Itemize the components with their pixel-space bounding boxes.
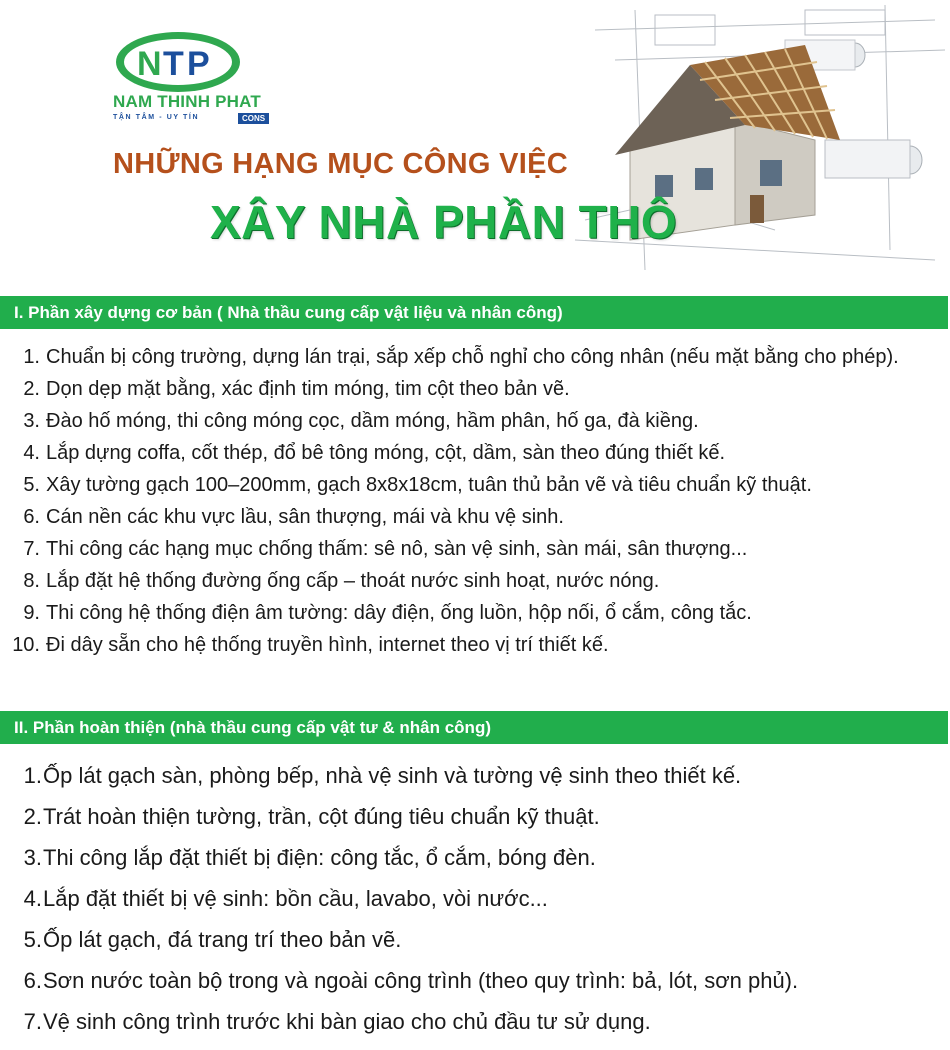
item-number: 7. xyxy=(23,538,40,560)
item-number: 2. xyxy=(23,804,42,829)
item-number: 5. xyxy=(23,927,42,952)
item-number: 3. xyxy=(23,845,42,870)
item-text: Thi công hệ thống điện âm tường: dây điện, ống luồn, hộp nối, ổ cắm, công tắc. xyxy=(46,602,752,624)
item-text: Sơn nước toàn bộ trong và ngoài công trình (theo quy trình: bả, lót, sơn phủ). xyxy=(43,968,799,993)
item-number: 4. xyxy=(23,886,42,911)
item-number: 1. xyxy=(23,346,40,368)
brand-tagline: TẬN TÂM - UY TÍN xyxy=(113,114,200,121)
list-item xyxy=(0,755,940,796)
section-heading-finishing: II. Phần hoàn thiện (nhà thầu cung cấp vật tư & nhân công) xyxy=(0,711,948,744)
item-text: Đi dây sẵn cho hệ thống truyền hình, internet theo vị trí thiết kế. xyxy=(46,634,609,656)
list-item xyxy=(0,565,940,597)
item-text: Thi công các hạng mục chống thấm: sê nô, sàn vệ sinh, sàn mái, sân thượng... xyxy=(46,538,748,560)
list-item xyxy=(0,796,940,837)
svg-text:P: P xyxy=(187,45,210,83)
item-text: Trát hoàn thiện tường, trần, cột đúng tiêu chuẩn kỹ thuật. xyxy=(43,804,600,829)
list-item xyxy=(0,629,940,661)
list-item xyxy=(0,533,940,565)
item-text: Lắp đặt hệ thống đường ống cấp – thoát nước sinh hoạt, nước nóng. xyxy=(46,570,660,592)
list-item xyxy=(0,341,940,373)
list-item xyxy=(0,501,940,533)
item-text: Dọn dẹp mặt bằng, xác định tim móng, tim cột theo bản vẽ. xyxy=(46,378,570,400)
list-item xyxy=(0,878,940,919)
item-text: Ốp lát gạch sàn, phòng bếp, nhà vệ sinh và tường vệ sinh theo thiết kế. xyxy=(43,763,742,788)
basic-construction-list xyxy=(0,341,940,661)
item-number: 6. xyxy=(23,506,40,528)
finishing-list xyxy=(0,755,940,1042)
item-text: Lắp dựng coffa, cốt thép, đổ bê tông móng, cột, dầm, sàn theo đúng thiết kế. xyxy=(46,442,726,464)
item-number: 7. xyxy=(23,1009,42,1034)
list-item xyxy=(0,1001,940,1042)
item-text: Lắp đặt thiết bị vệ sinh: bồn cầu, lavabo, vòi nước... xyxy=(43,886,548,911)
list-item xyxy=(0,437,940,469)
item-number: 4. xyxy=(23,442,40,464)
item-number: 1. xyxy=(23,763,42,788)
page-title-line1: NHỮNG HẠNG MỤC CÔNG VIỆC xyxy=(113,148,568,180)
list-item xyxy=(0,919,940,960)
item-text: Vệ sinh công trình trước khi bàn giao cho chủ đầu tư sử dụng. xyxy=(43,1009,651,1034)
item-text: Ốp lát gạch, đá trang trí theo bản vẽ. xyxy=(43,927,402,952)
item-text: Thi công lắp đặt thiết bị điện: công tắc, ổ cắm, bóng đèn. xyxy=(43,845,596,870)
item-number: 6. xyxy=(23,968,42,993)
item-number: 2. xyxy=(23,378,40,400)
section-heading-basic-construction: I. Phần xây dựng cơ bản ( Nhà thầu cung cấp vật liệu và nhân công) xyxy=(0,296,948,329)
list-item xyxy=(0,837,940,878)
brand-name: NAM THINH PHAT xyxy=(113,92,261,111)
item-text: Chuẩn bị công trường, dựng lán trại, sắp xếp chỗ nghỉ cho công nhân (nếu mặt bằng cho phép). xyxy=(46,346,899,368)
item-number: 9. xyxy=(23,602,40,624)
hero-banner xyxy=(0,0,950,290)
page-title-line2: XÂY NHÀ PHẦN THÔ xyxy=(210,196,678,248)
list-item xyxy=(0,405,940,437)
svg-text:T: T xyxy=(163,45,184,83)
list-item xyxy=(0,469,940,501)
brand-badge: CONS xyxy=(238,113,269,124)
item-number: 8. xyxy=(23,570,40,592)
item-text: Đào hố móng, thi công móng cọc, dầm móng, hầm phân, hố ga, đà kiềng. xyxy=(46,410,699,432)
svg-text:N: N xyxy=(137,45,162,83)
item-text: Xây tường gạch 100–200mm, gạch 8x8x18cm, tuân thủ bản vẽ và tiêu chuẩn kỹ thuật. xyxy=(46,474,812,496)
item-number: 3. xyxy=(23,410,40,432)
item-text: Cán nền các khu vực lầu, sân thượng, mái và khu vệ sinh. xyxy=(46,506,564,528)
item-number: 10. xyxy=(12,634,40,656)
list-item xyxy=(0,597,940,629)
item-number: 5. xyxy=(23,474,40,496)
list-item xyxy=(0,373,940,405)
list-item xyxy=(0,960,940,1001)
